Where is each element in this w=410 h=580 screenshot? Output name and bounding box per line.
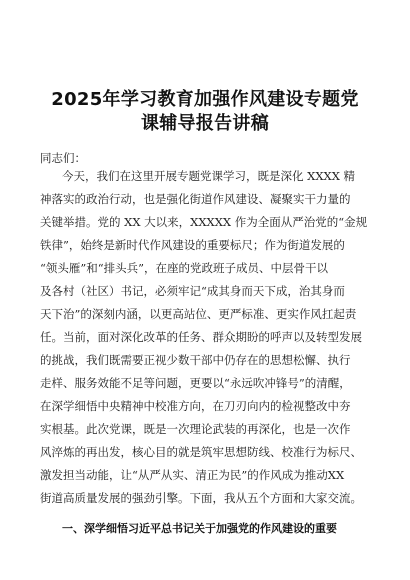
body-line: 风淬炼的再出发，核心目的就是筑牢思想防线、校准行为标尺、 (40, 445, 362, 459)
body-line: 及各村（社区）书记，必须牢记“成其身而天下成，治其身而 (40, 284, 345, 298)
body-line: 激发担当动能，让“从严从实、清正为民”的作风成为推动XX (40, 468, 345, 482)
body-line: 实根基。此次党课，既是一次理论武装的再深化，也是一次作 (40, 422, 351, 436)
body-line: “领头雁”和“排头兵”，在座的党政班子成员、中层骨干以 (40, 261, 329, 275)
section-heading: 一、深学细悟习近平总书记关于加强党的作风建设的重要 (62, 522, 337, 535)
body-line: 今天，我们在这里开展专题党课学习，既是深化 XXXX 精 (62, 169, 356, 183)
body-line: 的挑战，我们既需要正视少数干部中仍存在的思想松懈、执行 (40, 353, 351, 367)
body-line: 在深学细悟中央精神中校准方向，在刀刃向内的检视整改中夯 (40, 399, 351, 413)
body-line: 铁律”，始终是新时代作风建设的重要标尺；作为街道发展的 (40, 238, 345, 252)
body-line: 街道高质量发展的强劲引擎。下面，我从五个方面和大家交流。 (40, 491, 362, 505)
body-line: 神落实的政治行动，也是强化街道作风建设、凝聚实干力量的 (40, 192, 351, 206)
salutation: 同志们： (40, 151, 86, 165)
body-line: 走样、服务效能不足等问题，更要以“永远吹冲锋号”的清醒， (40, 376, 351, 390)
body-line: 关键举措。党的 XX 大以来，XXXXX 作为全面从严治党的“金规 (40, 215, 368, 229)
document-title-line-2: 课辅导报告讲稿 (140, 113, 270, 134)
document-title-line-1: 2025年学习教育加强作风建设专题党 (51, 89, 359, 110)
body-line: 天下治”的深刻内涵，以更高站位、更严标准、更实作风扛起责 (40, 307, 357, 321)
body-line: 任。当前，面对深化改革的任务、群众期盼的呼声以及转型发展 (40, 330, 362, 344)
